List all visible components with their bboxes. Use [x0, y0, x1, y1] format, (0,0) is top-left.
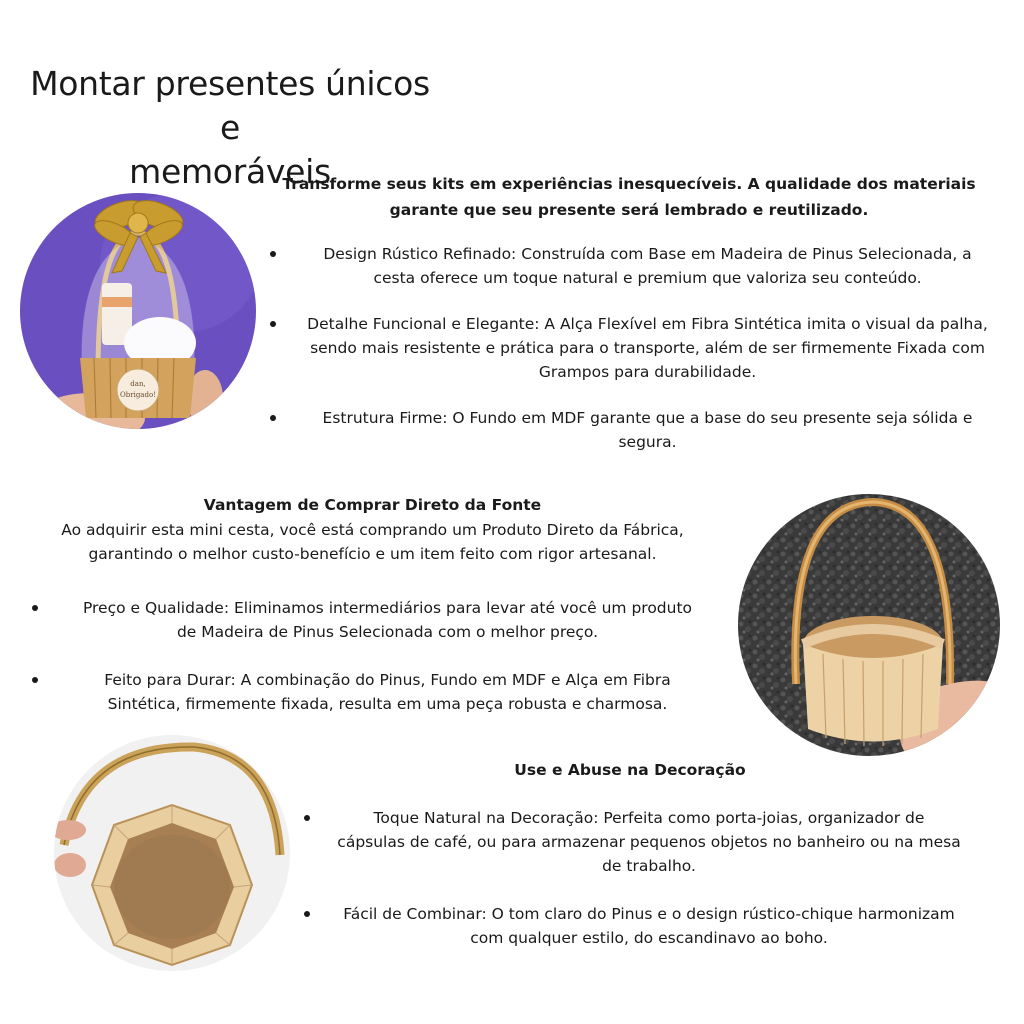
section1-bullet-3 [270, 406, 1005, 454]
bullet-line: Design Rústico Refinado: Construída com Base em Madeira de Pinus Selecionada, a [323, 245, 972, 263]
bullet-dot [270, 321, 276, 327]
section1-intro [270, 171, 988, 223]
section1-bullet-2 [270, 312, 1005, 384]
gift-basket-illustration [20, 193, 256, 429]
bullet-line: Feito para Durar: A combinação do Pinus, Fundo em MDF e Alça em Fibra [104, 671, 671, 689]
basket-top-illustration [54, 735, 290, 971]
bullet-dot [270, 251, 276, 257]
section3-bullet-list [302, 806, 982, 950]
label-line-2: Obrigado! [120, 391, 156, 399]
section2-bullet-list [28, 596, 733, 716]
section3-bullet-1 [302, 806, 982, 878]
bullet-line: com qualquer estilo, do escandinavo ao boho. [470, 929, 828, 947]
bullet-dot [304, 815, 310, 821]
bullet-line: Preço e Qualidade: Eliminamos intermediários para levar até você um produto [82, 599, 693, 617]
bullet-line: Detalhe Funcional e Elegante: A Alça Flexível em Fibra Sintética imita o visual da palha, [307, 315, 988, 333]
section2-paragraph [20, 518, 725, 566]
bullet-dot [304, 911, 310, 917]
bullet-line: cápsulas de café, ou para armazenar pequenos objetos no banheiro ou na mesa [337, 833, 961, 851]
bullet-line: Estrutura Firme: O Fundo em MDF garante que a base do seu presente seja sólida e [322, 409, 973, 427]
section2-bullet-1 [28, 596, 733, 644]
bullet-dot [32, 677, 38, 683]
section2-paragraph-line-1: Ao adquirir esta mini cesta, você está comprando um Produto Direto da Fábrica, [61, 521, 684, 539]
bullet-dot [32, 605, 38, 611]
gift-basket-photo [20, 193, 256, 429]
bullet-dot [270, 415, 276, 421]
basket-top-view-photo [54, 735, 290, 971]
section1-intro-line-2: garante que seu presente será lembrado e reutilizado. [389, 201, 869, 219]
bullet-line: cesta oferece um toque natural e premium que valoriza seu conteúdo. [373, 269, 922, 287]
bullet-line: Sintética, firmemente fixada, resulta em uma peça robusta e charmosa. [107, 695, 668, 713]
title-line-1: Montar presentes únicos e [30, 64, 430, 147]
bullet-line: de trabalho. [602, 857, 696, 875]
section1-bullet-1 [270, 242, 1005, 290]
title-line-2: memoráveis [129, 152, 331, 191]
bullet-line: de Madeira de Pinus Selecionada com o melhor preço. [176, 623, 599, 641]
bullet-line: Grampos para durabilidade. [538, 363, 757, 381]
section3-bullet-2 [302, 902, 982, 950]
bullet-line: Toque Natural na Decoração: Perfeita como porta-joias, organizador de [373, 809, 925, 827]
bullet-line: Fácil de Combinar: O tom claro do Pinus e o design rústico-chique harmonizam [343, 905, 955, 923]
bullet-line: sendo mais resistente e prática para o transporte, além de ser firmemente Fixada com [310, 339, 985, 357]
section2-bullet-2 [28, 668, 733, 716]
bullet-line: segura. [618, 433, 677, 451]
wood-basket-illustration [738, 494, 1000, 756]
section2-paragraph-line-2: garantindo o melhor custo-benefício e um item feito com rigor artesanal. [88, 545, 657, 563]
section1-bullet-list [270, 242, 1005, 454]
section3-heading: Use e Abuse na Decoração [514, 761, 746, 779]
section1-intro-line-1: Transforme seus kits em experiências inesquecíveis. A qualidade dos materiais [282, 175, 976, 193]
wood-basket-stone-photo [738, 494, 1000, 756]
label-line-1: dan, [130, 380, 146, 388]
section2-heading: Vantagem de Comprar Direto da Fonte [203, 496, 542, 514]
